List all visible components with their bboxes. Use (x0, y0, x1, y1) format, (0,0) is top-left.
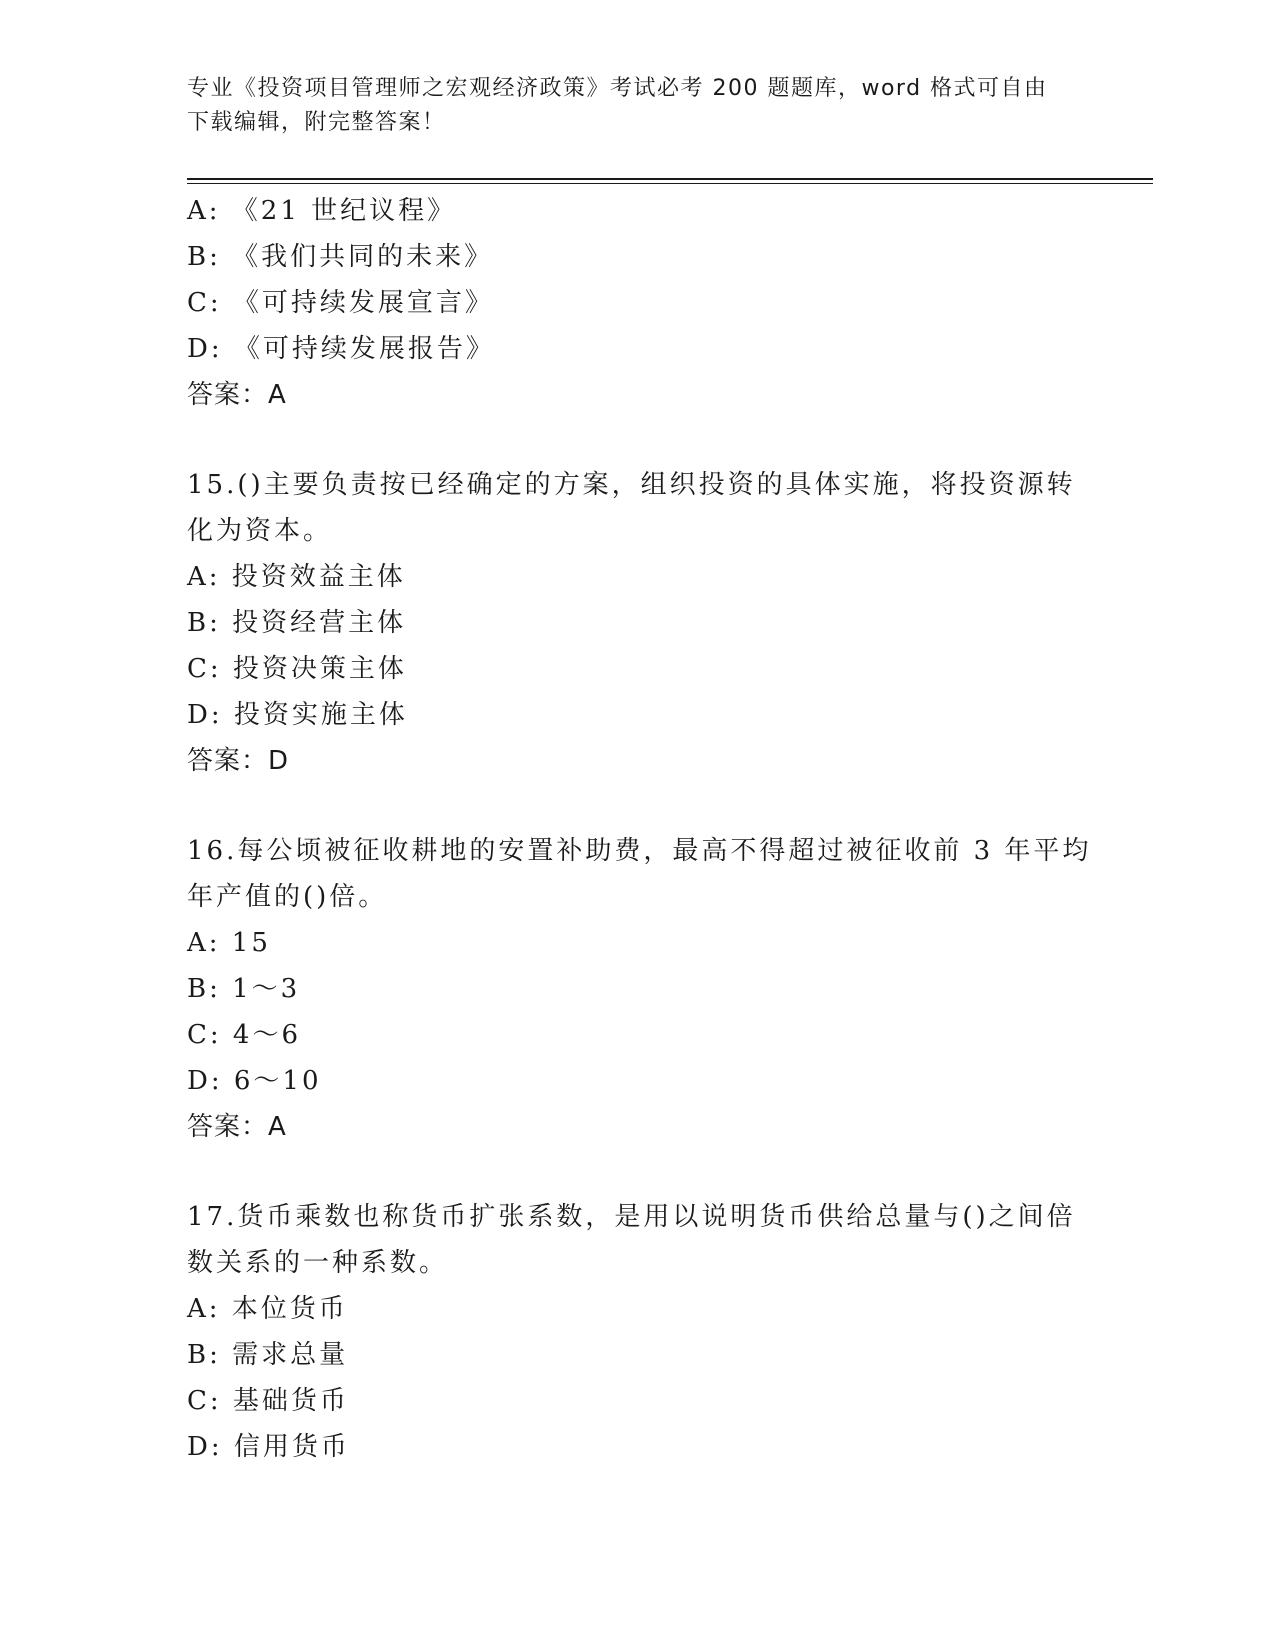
question-stem-line-2: 年产值的()倍。 (187, 882, 388, 912)
option-a: A: 本位货币 (187, 1294, 348, 1324)
option-d: D: 《可持续发展报告》 (187, 334, 495, 364)
option-a: A: 15 (187, 928, 271, 958)
option-b: B: 《我们共同的未来》 (187, 242, 494, 272)
question-stem (187, 462, 1087, 554)
question-stem (187, 828, 1092, 920)
question-16 (187, 828, 1092, 1150)
option-b: B: 1～3 (187, 974, 301, 1004)
option-d: D: 投资实施主体 (187, 700, 408, 730)
option-c: C: 《可持续发展宣言》 (187, 288, 494, 318)
answer-label: 答案：A (187, 1112, 287, 1142)
option-d: D: 6～10 (187, 1066, 322, 1096)
question-15 (187, 462, 1087, 784)
header-divider-thick (187, 178, 1153, 180)
question-14 (187, 188, 1087, 418)
option-a: A: 投资效益主体 (187, 562, 406, 592)
option-b: B: 投资经营主体 (187, 608, 407, 638)
option-a: A: 《21 世纪议程》 (187, 196, 457, 226)
question-stem-line-2: 数关系的一种系数。 (187, 1248, 449, 1278)
option-d: D: 信用货币 (187, 1432, 350, 1462)
option-b: B: 需求总量 (187, 1340, 349, 1370)
question-stem-line-1: 15.()主要负责按已经确定的方案，组织投资的具体实施，将投资源转 (187, 470, 1076, 500)
option-c: C: 基础货币 (187, 1386, 349, 1416)
option-c: C: 投资决策主体 (187, 654, 407, 684)
header-divider-thin (187, 183, 1153, 184)
document-header (187, 72, 1067, 140)
header-line-2: 下载编辑，附完整答案！ (187, 110, 446, 135)
question-stem-line-1: 17.货币乘数也称货币扩张系数，是用以说明货币供给总量与()之间倍 (187, 1202, 1076, 1232)
question-stem-line-2: 化为资本。 (187, 516, 333, 546)
answer-label: 答案：A (187, 380, 287, 410)
header-line-1: 专业《投资项目管理师之宏观经济政策》考试必考 200 题题库，word 格式可自由 (187, 76, 1048, 101)
question-stem-line-1: 16.每公顷被征收耕地的安置补助费，最高不得超过被征收前 3 年平均 (187, 836, 1092, 866)
question-17 (187, 1194, 1087, 1470)
answer-label: 答案：D (187, 746, 290, 776)
question-list (187, 188, 1092, 1470)
question-stem (187, 1194, 1087, 1286)
option-c: C: 4～6 (187, 1020, 302, 1050)
